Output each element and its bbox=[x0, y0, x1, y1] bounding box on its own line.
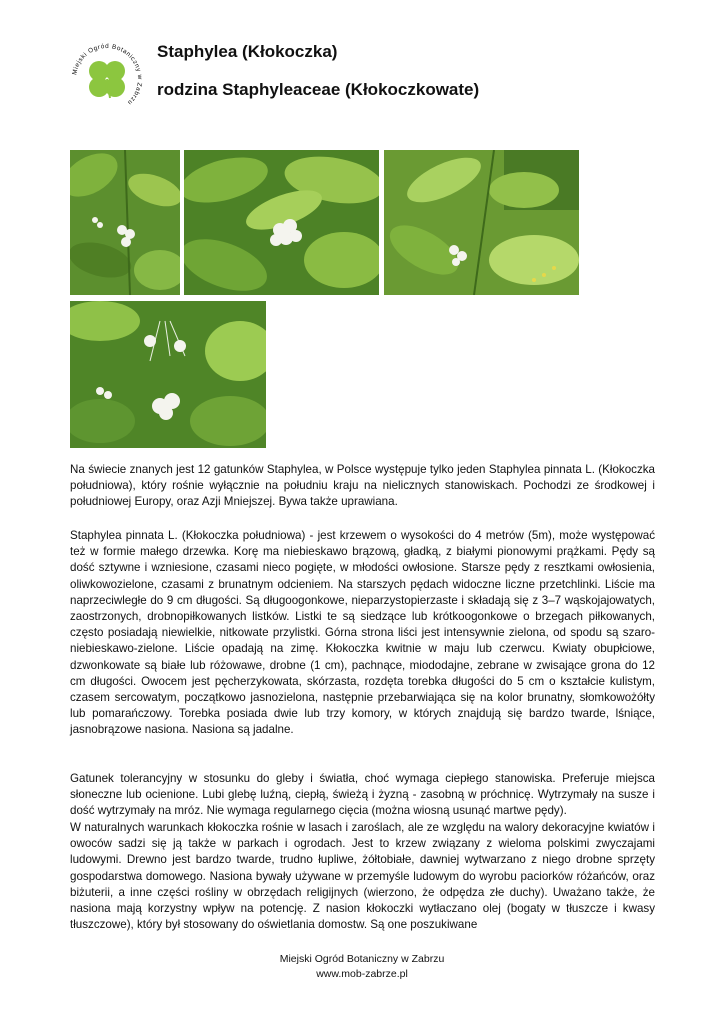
photo-flowers-1 bbox=[70, 150, 180, 295]
page-title-family: rodzina Staphyleaceae (Kłokoczkowate) bbox=[157, 80, 480, 99]
garden-logo bbox=[68, 40, 146, 118]
clover-logo-icon bbox=[68, 40, 146, 118]
footer-institution: Miejski Ogród Botaniczny w Zabrzu bbox=[279, 953, 445, 965]
logo-text: Miejski Ogród Botaniczny w Zabrzu bbox=[71, 42, 144, 107]
photo-flowers-2 bbox=[184, 150, 379, 295]
uses-paragraph: W naturalnych warunkach kłokoczka rośnie w lasach i zaroślach, ale ze względu na walory dekoracyjne kwiatów i owoców sadzi się ją także w parkach i ogrodach. Jest to krzew związany z wieloma polskimi zwyczajami ludowymi. Drewno jest bardzo twarde, trudno łupliwe, żółtobiałe, dawniej wytwarzano z niego drobne sprzęty gospodarstwa domowego. Nasiona bywały używane w przemyśle ludowym do wyrobu paciorków różańców, oraz biżuterii, a inne części rośliny w obrzędach religijnych (wierzono, że odpędza złe duchy). Uważano także, że nasiona mają korzystny wpływ na potencję. Z nasion kłokoczki wytłaczano olej (bogaty w tłuszcze i kwasy tłuszczowe), który był stosowany do oświetlania domostw. Są one poszukiwane bbox=[70, 821, 655, 932]
photo-shrub bbox=[384, 150, 579, 295]
photo-flowers-3 bbox=[70, 301, 266, 448]
page-title-genus: Staphylea (Kłokoczka) bbox=[157, 42, 338, 61]
footer-website: www.mob-zabrze.pl bbox=[316, 968, 408, 980]
intro-paragraph: Na świecie znanych jest 12 gatunków Staphylea, w Polsce występuje tylko jeden Staphylea pinnata L. (Kłokoczka południowa), który rośnie wyłącznie na południu kraju na nielicznych stanowiskach. Pochodzi ze środkowej i południowej Europy, oraz Azji Mniejszej. Bywa także uprawiana. bbox=[70, 463, 655, 509]
cultivation-paragraph: Gatunek tolerancyjny w stosunku do gleby i światła, choć wymaga ciepłego stanowiska. Preferuje miejsca słoneczne lub ocienione. Lubi glebę luźną, ciepłą, świeżą i żyzną - zasobną w próchnicę. Wytrzymały na susze i dość wytrzymały na mróz. Nie wymaga regularnego cięcia (można wiosną usunąć martwe pędy). bbox=[70, 772, 655, 818]
description-paragraph: Staphylea pinnata L. (Kłokoczka południowa) - jest krzewem o wysokości do 4 metrów (5m), może występować też w formie małego drzewka. Korę ma niebieskawo brązową, gładką, z białymi pionowymi prążkami. Pędy są dość sztywne i wzniesione, czasami nieco pogięte, w młodości owłosione. Starsze pędy z resztkami owłosienia, oliwkowozielone, czasami z brunatnym odcieniem. Na starszych pędach widoczne liczne przetchlinki. Liście ma naprzeciwległe do 9 cm długości. Są długoogonkowe, nieparzystopierzaste i składają się z 3–7 wąskojajowatych, zaostrzonych, drobnopiłkowanych listków. Listki te są siedzące lub krótkoogonkowe o brzegach piłkowanych, często posiadają niewielkie, nitkowate przylistki. Górna strona liści jest intensywnie zielona, od spodu są szaro-niebieskawo-zielone. Liście opadają na zimę. Kłokoczka kwitnie w maju lub czerwcu. Kwiaty obupłciowe, dzwonkowate są białe lub różowawe, drobne (1 cm), pachnące, miododajne, zebrane w zwisające grona do 12 cm długości. Owocem jest pęcherzykowata, skórzasta, rozdęta torebka długości do 5 cm o kształcie kulistym, czasem sercowatym, początkowo jasnozielona, następnie przebarwiająca się na kolor brunatny, słomkowożółty lub pomarańczowy. Torebka posiada dwie lub trzy komory, w których znajdują się bardzo twarde, lśniące, jasnobrązowe nasiona. Nasiona są jadalne. bbox=[70, 529, 655, 737]
